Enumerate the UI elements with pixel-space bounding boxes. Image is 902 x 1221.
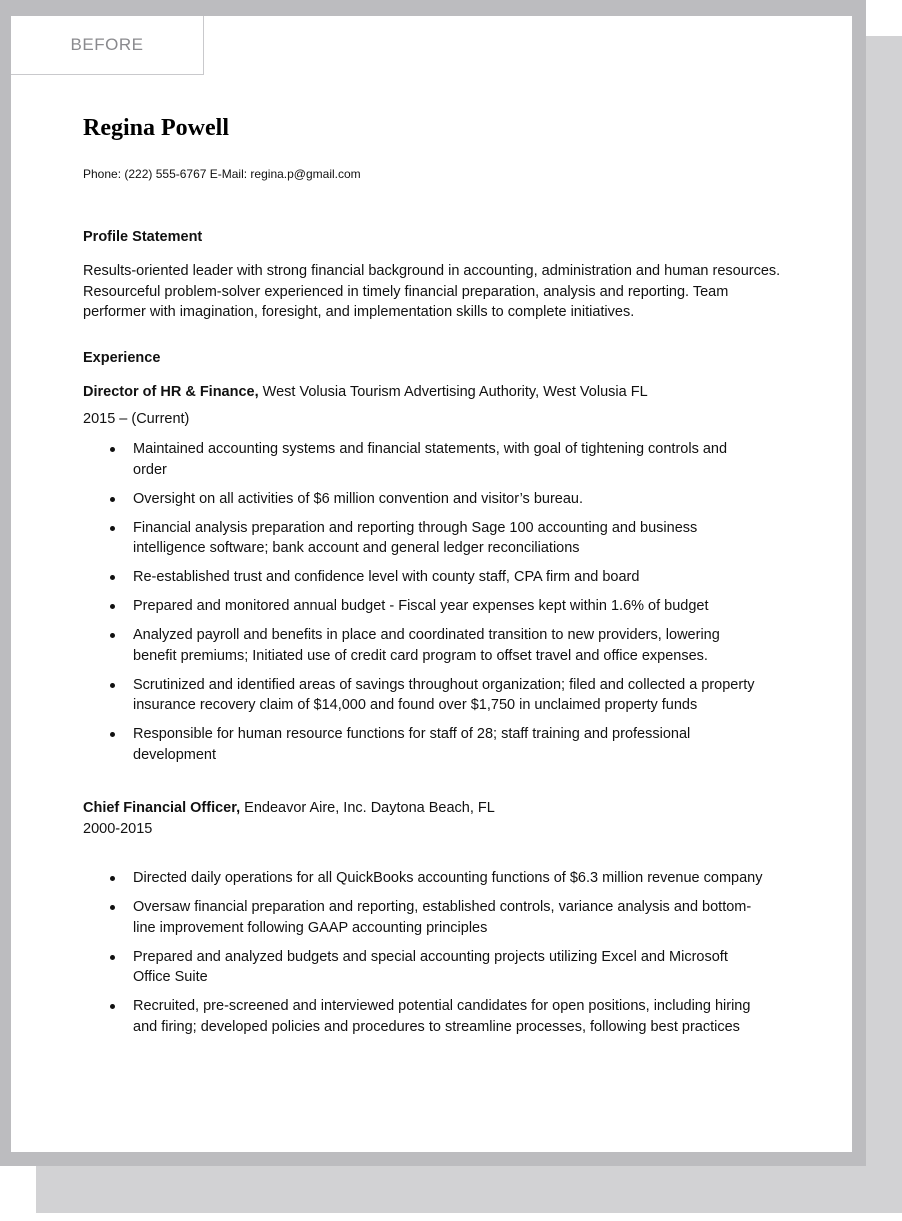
bullet-icon — [110, 633, 115, 638]
list-item — [83, 439, 763, 480]
job-employer: West Volusia Tourism Advertising Authority, West Volusia FL — [258, 384, 648, 400]
bullet-text: Scrutinized and identified areas of savings throughout organization; filed and collected a property insurance recovery claim of $14,000 and found over $1,750 in unclaimed property funds — [133, 676, 755, 713]
bullet-text: Analyzed payroll and benefits in place and coordinated transition to new providers, lowering benefit premiums; Initiated use of credit card program to offset travel and office expenses. — [133, 627, 720, 664]
bullet-text: Oversaw financial preparation and reporting, established controls, variance analysis and bottom-line improvement following GAAP accounting principles — [133, 899, 752, 936]
bullet-icon — [110, 447, 115, 452]
list-item — [83, 625, 763, 666]
bullet-icon — [110, 955, 115, 960]
bullet-icon — [110, 497, 115, 502]
bullet-icon — [110, 876, 115, 881]
list-item — [83, 567, 763, 588]
list-item — [83, 596, 763, 617]
bullet-text: Maintained accounting systems and financial statements, with goal of tightening controls and order — [133, 441, 728, 478]
list-item — [83, 518, 763, 559]
job-dates: 2000-2015 — [83, 821, 153, 837]
job-header — [83, 800, 495, 816]
bullet-text: Recruited, pre-screened and interviewed potential candidates for open positions, including hiring and firing; developed policies and procedures to streamline processes, following best practices — [133, 998, 751, 1035]
job-bullets — [83, 439, 763, 774]
job-employer: Endeavor Aire, Inc. Daytona Beach, FL — [240, 800, 495, 816]
list-item — [83, 868, 763, 889]
bullet-text: Directed daily operations for all QuickBooks accounting functions of $6.3 million revenue company — [133, 870, 763, 886]
bullet-text: Prepared and monitored annual budget - Fiscal year expenses kept within 1.6% of budget — [133, 598, 709, 614]
profile-heading: Profile Statement — [83, 229, 203, 245]
bullet-icon — [110, 604, 115, 609]
job-dates: 2015 – (Current) — [83, 411, 190, 427]
contact-info: Phone: (222) 555-6767 E-Mail: regina.p@gmail.com — [83, 167, 361, 181]
list-item — [83, 996, 763, 1037]
job-title: Director of HR & Finance, — [83, 384, 259, 400]
job-bullets — [83, 868, 763, 1046]
bullet-text: Prepared and analyzed budgets and special accounting projects utilizing Excel and Microsoft Office Suite — [133, 948, 728, 985]
bullet-icon — [110, 905, 115, 910]
list-item — [83, 897, 763, 938]
experience-heading: Experience — [83, 350, 161, 366]
bullet-text: Oversight on all activities of $6 million convention and visitor’s bureau. — [133, 490, 584, 507]
bullet-icon — [110, 1004, 115, 1009]
list-item — [83, 724, 763, 765]
job-title: Chief Financial Officer, — [83, 800, 241, 816]
bullet-text: Re-established trust and confidence level with county staff, CPA firm and board — [133, 569, 640, 585]
bullet-icon — [110, 683, 115, 688]
bullet-icon — [110, 732, 115, 737]
bullet-text: Financial analysis preparation and reporting through Sage 100 accounting and business intelligence software; bank account and general ledger reconciliations — [133, 519, 698, 556]
list-item — [83, 489, 763, 510]
job-header — [83, 384, 648, 400]
bullet-icon — [110, 526, 115, 531]
list-item — [83, 947, 763, 988]
list-item — [83, 675, 763, 716]
candidate-name: Regina Powell — [83, 115, 229, 141]
bullet-icon — [110, 575, 115, 580]
before-label: BEFORE — [11, 16, 204, 75]
profile-text: Results-oriented leader with strong financial background in accounting, administration and human resources. Resourceful problem-solver experienced in timely financial preparation, analysis and reporting. Team performer with imagination, foresight, and implementation skills to complete initiatives. — [83, 263, 781, 320]
bullet-text: Responsible for human resource functions for staff of 28; staff training and professional development — [133, 726, 691, 763]
